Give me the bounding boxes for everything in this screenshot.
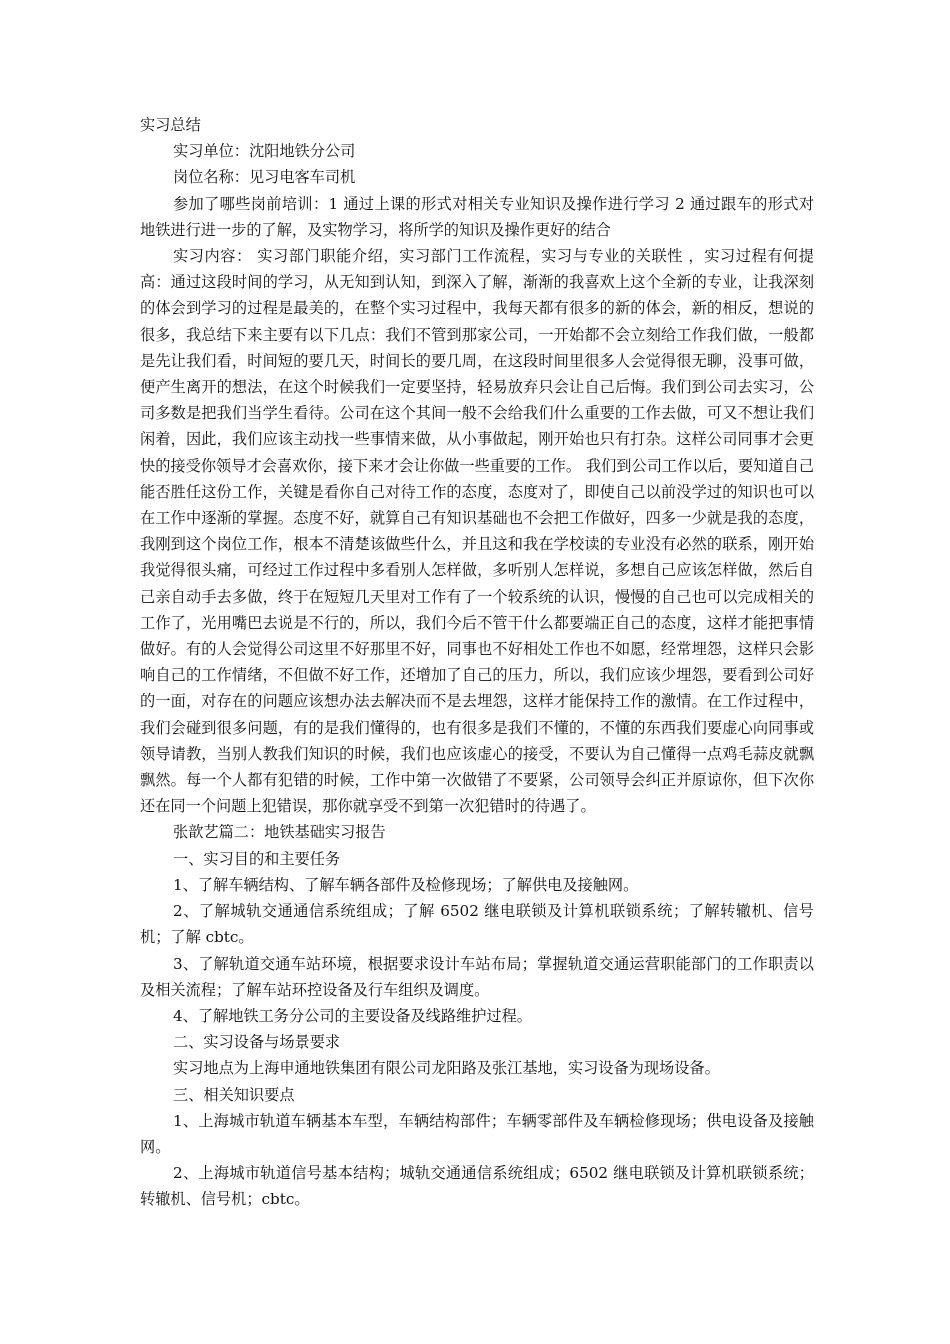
internship-unit: 实习单位：沈阳地铁分公司 <box>173 142 356 161</box>
task-item-2: 2、了解城轨交通通信系统组成；了解 6502 继电联锁及计算机联锁系统；了解转辙机、信号机；了解 cbtc。 <box>140 902 814 947</box>
section2-title: 张歆艺篇二：地铁基础实习报告 <box>173 823 386 842</box>
task-item-1: 1、了解车辆结构、了解车辆各部件及检修现场；了解供电及接触网。 <box>173 875 639 894</box>
position-name: 岗位名称：见习电客车司机 <box>173 168 356 187</box>
training-paragraph: 参加了哪些岗前培训：1 通过上课的形式对相关专业知识及操作进行学习 2 通过跟车的形式对地铁进行进一步的了解，及实物学习，将所学的知识及操作更好的结合 <box>140 194 814 239</box>
heading-equipment: 二、实习设备与场景要求 <box>173 1033 341 1052</box>
task-item-3: 3、了解轨道交通车站环境，根据要求设计车站布局；掌握轨道交通运营职能部门的工作职责以及相关流程；了解车站环控设备及行车组织及调度。 <box>140 954 814 999</box>
knowledge-item-2: 2、上海城市轨道信号基本结构；城轨交通通信系统组成；6502 继电联锁及计算机联锁系统；转辙机、信号机；cbtc。 <box>140 1164 814 1209</box>
content-paragraph: 实习内容： 实习部门职能介绍，实习部门工作流程，实习与专业的关联性 ，实习过程有何提高：通过这段时间的学习，从无知到认知，到深入了解，渐渐的我喜欢上这个全新的专业，让我深刻的体会到学习的过程是最美的，在整个实习过程中，我每天都有很多的新的体会，新的相反，想说的很多，我总结下来主要有以下几点：我们不管到那家公司，一开始都不会立刻给工作我们做，一般都是先让我们看，时间短的要几天，时间长的要几周，在这段时间里很多人会觉得很无聊，没事可做，便产生离开的想法，在这个时候我们一定要坚持，轻易放弃只会让自己后悔。我们到公司去实习，公司多数是把我们当学生看待。公司在这个其间一般不会给我们什么重要的工作去做，可又不想让我们闲着，因此，我们应该主动找一些事情来做，从小事做起，刚开始也只有打杂。这样公司同事才会更快的接受你领导才会喜欢你，接下来才会让你做一些重要的工作。 我们到公司工作以后，要知道自己能否胜任这份工作，关键是看你自己对待工作的态度，态度对了，即使自己以前没学过的知识也可以在工作中逐渐的掌握。态度不好，就算自己有知识基础也不会把工作做好，四多一少就是我的态度，我刚到这个岗位工作，根本不清楚该做些什么，并且这和我在学校读的专业没有必然的联系，刚开始我觉得很头痛，可经过工作过程中多看别人怎样做，多听别人怎样说，多想自己应该怎样做，然后自己亲自动手去多做，终于在短短几天里对工作有了一个较系统的认识，慢慢的自己也可以完成相关的工作了，光用嘴巴去说是不行的，所以，我们今后不管干什么都要端正自己的态度，这样才能把事情做好。有的人会觉得公司这里不好那里不好，同事也不好相处工作也不如愿，经常埋怨，这样只会影响自己的工作情绪，不但做不好工作，还增加了自己的压力，所以，我们应该少埋怨，要看到公司好的一面，对存在的问题应该想办法去解决而不是去埋怨，这样才能保持工作的激情。在工作过程中，我们会碰到很多问题，有的是我们懂得的，也有很多是我们不懂的，不懂的东西我们要虚心向同事或领导请教，当别人教我们知识的时候，我们也应该虚心的接受，不要认为自己懂得一点鸡毛蒜皮就飘飘然。每一个人都有犯错的时候，工作中第一次做错了不要紧，公司领导会纠正并原谅你，但下次你还在同一个问题上犯错误，那你就享受不到第一次犯错时的待遇了。 <box>140 247 814 816</box>
document-page <box>140 112 814 1213</box>
heading-knowledge: 三、相关知识要点 <box>173 1085 295 1104</box>
task-item-4: 4、了解地铁工务分公司的主要设备及线路维护过程。 <box>173 1006 532 1025</box>
heading-objectives: 一、实习目的和主要任务 <box>173 849 341 868</box>
doc-title: 实习总结 <box>140 116 201 134</box>
equipment-paragraph: 实习地点为上海申通地铁集团有限公司龙阳路及张江基地，实习设备为现场设备。 <box>173 1059 720 1078</box>
knowledge-item-1: 1、上海城市轨道车辆基本车型，车辆结构部件；车辆零部件及车辆检修现场；供电设备及接触网。 <box>140 1111 814 1156</box>
